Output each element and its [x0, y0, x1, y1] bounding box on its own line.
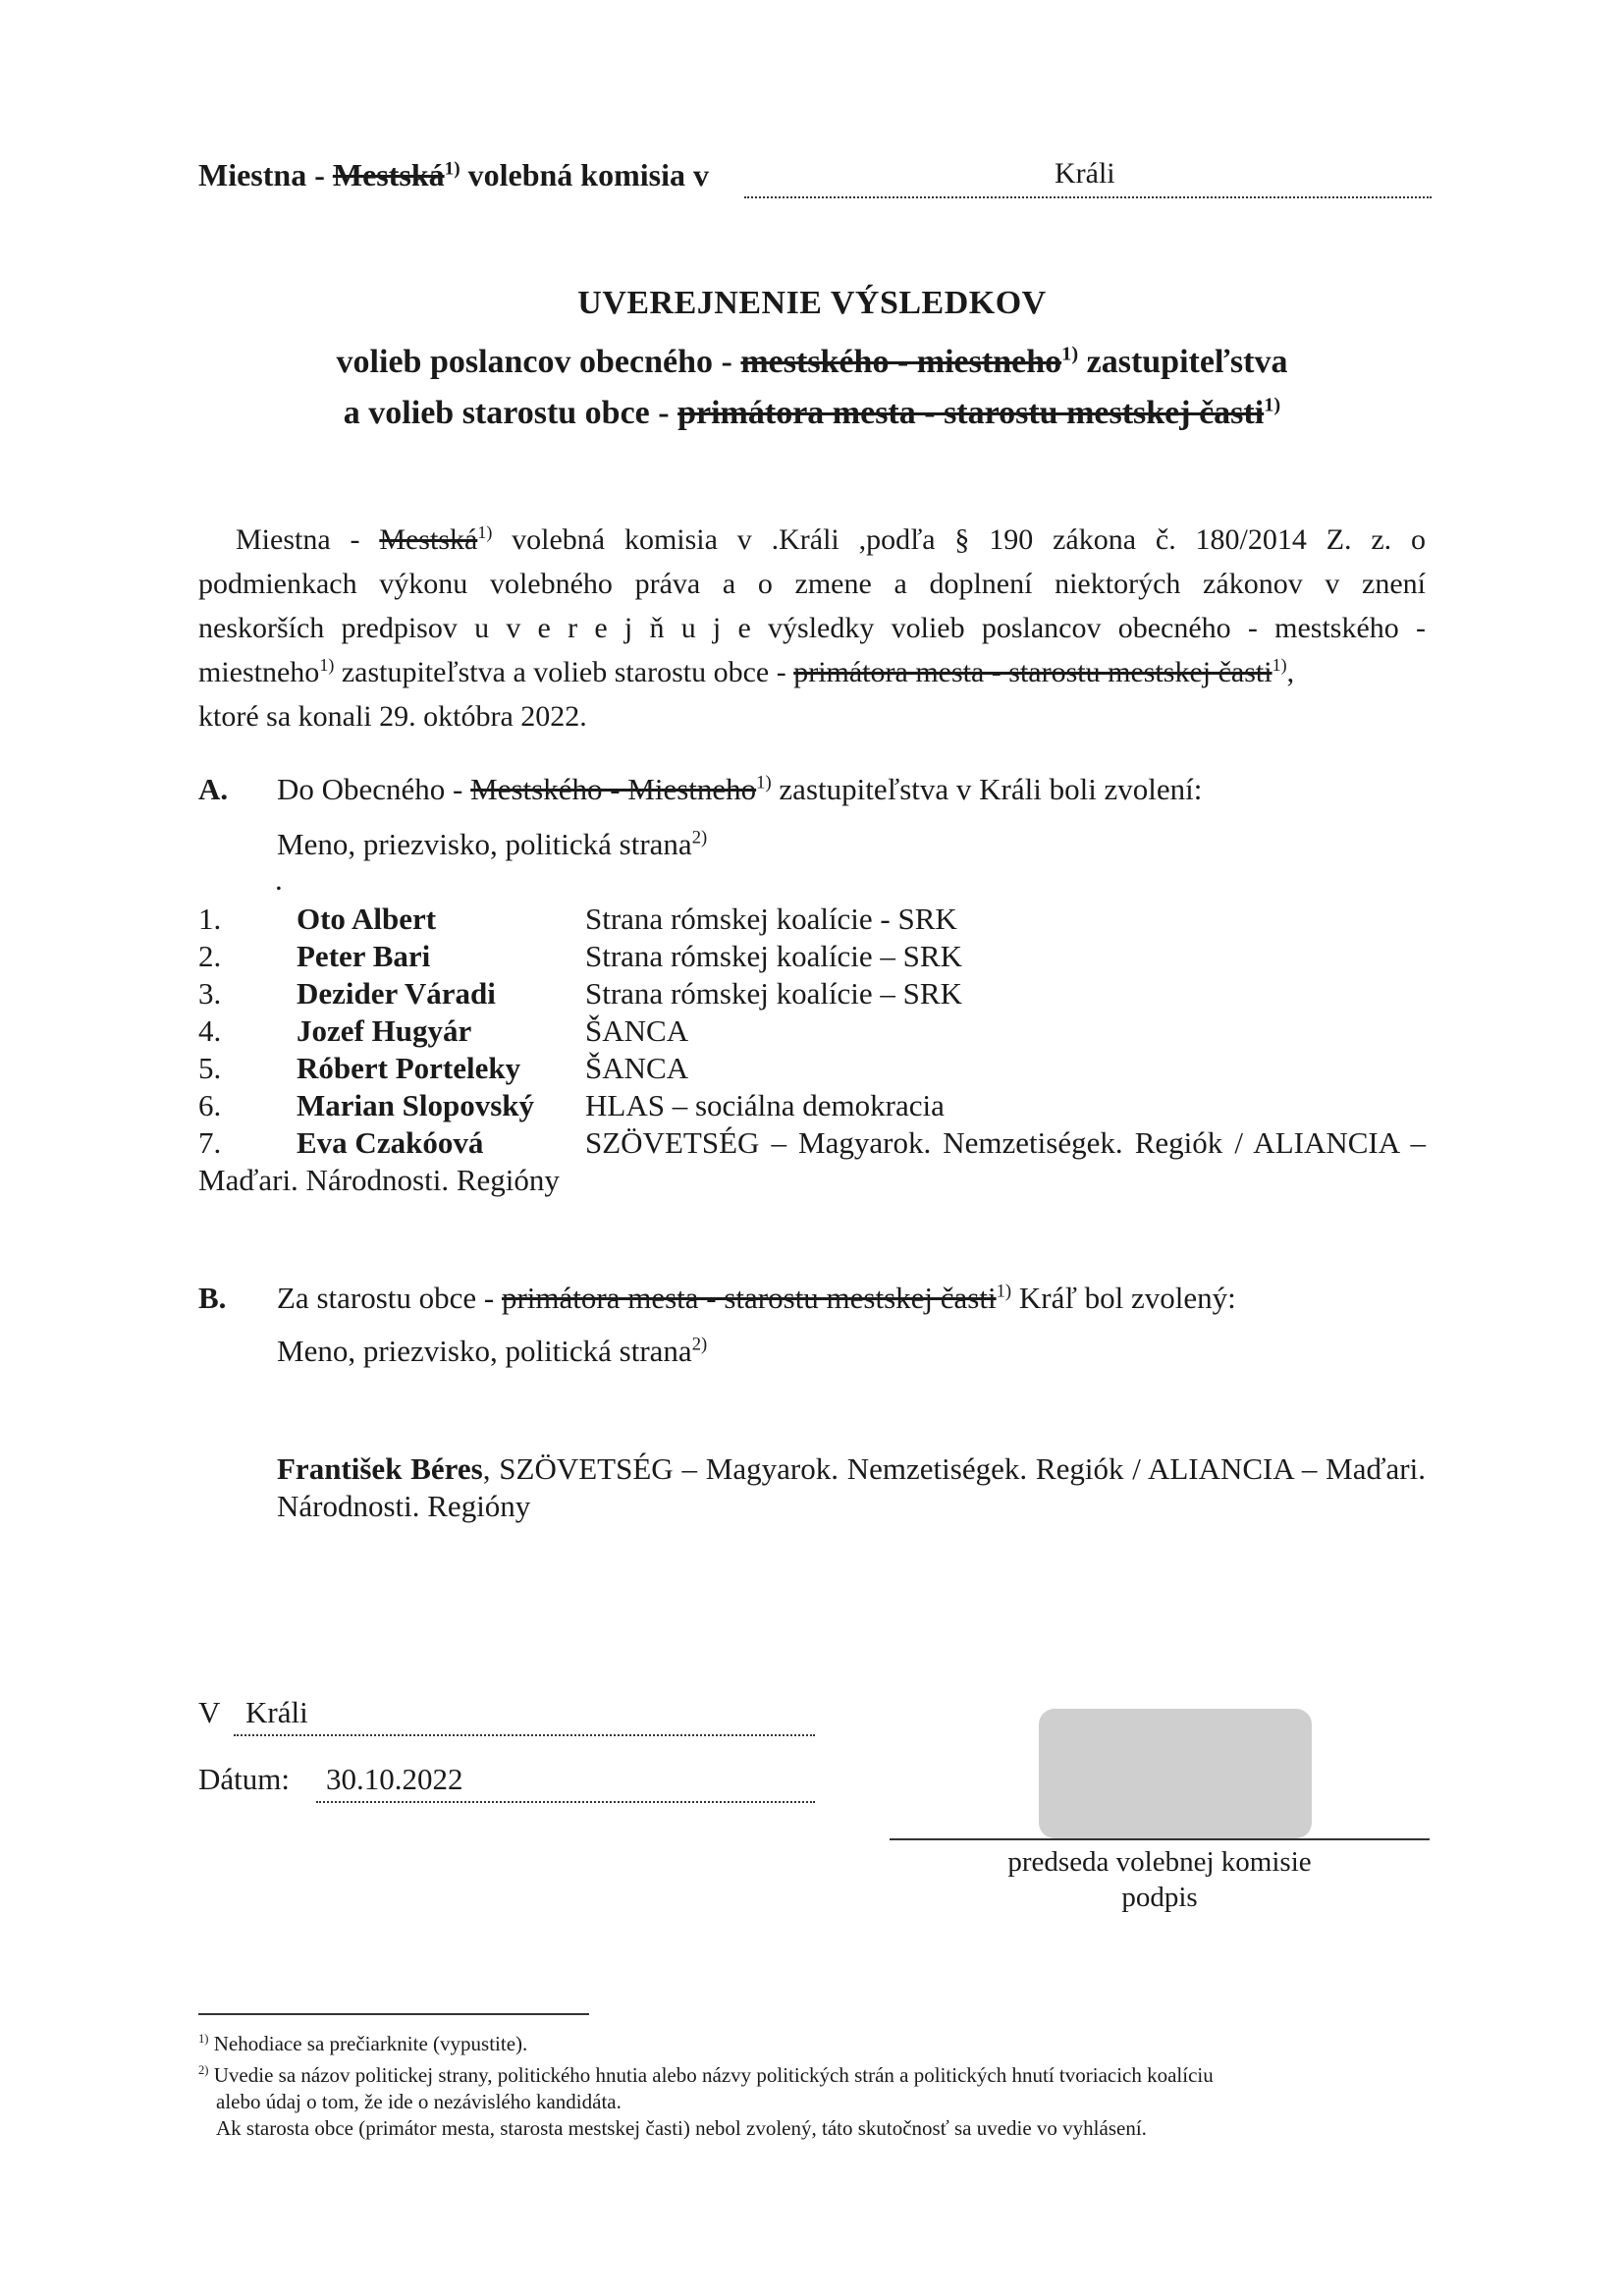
footnote-ref: 1) [477, 522, 493, 542]
intro-post: volebná komisia v .Králi ,podľa § 190 zákona č. 180/2014 Z. z. o [492, 523, 1427, 556]
footnote-ref: 1) [1272, 655, 1287, 675]
header-suffix: volebná komisia v [460, 157, 709, 192]
signature-line [890, 1838, 1430, 1840]
footnote-ref: 1) [444, 158, 460, 180]
subtitle2-pre: a volieb starostu obce - [343, 395, 678, 431]
candidate-name: Róbert Porteleky [297, 1051, 521, 1085]
candidate-party: ŠANCA [585, 1051, 689, 1085]
footnote-2-line-1: Uvedie sa názov politickej strany, politického hnutia alebo názvy politických strán a politických hnutí tvoriacich koalíciu [208, 2063, 1214, 2087]
section-b-heading [277, 1281, 1236, 1316]
intro4-mid: zastupiteľstva a volieb starostu obce - [334, 656, 794, 688]
intro4-pre: miestneho [198, 656, 320, 688]
place-dotted-line [234, 1734, 815, 1736]
footnote-ref: 1) [1264, 394, 1281, 416]
candidate-name: Oto Albert [297, 902, 437, 936]
footnote-ref: 2) [691, 827, 708, 848]
signature-role: predseda volebnej komisie [1007, 1846, 1312, 1878]
section-a-post: zastupiteľstva v Králi boli zvolení: [771, 772, 1203, 806]
candidate-number: 3. [198, 976, 222, 1011]
candidate-party-continued: Maďari. Národnosti. Regióny [198, 1163, 560, 1197]
intro-struck: Mestská [379, 523, 478, 556]
intro-line-4 [198, 651, 1426, 694]
section-a-label [277, 827, 707, 862]
candidate-number: 2. [198, 939, 222, 973]
date-label: Dátum: [198, 1762, 290, 1796]
subtitle1-post: zastupiteľstva [1078, 344, 1288, 380]
header-prefix: Miestna - [198, 157, 333, 192]
candidate-number: 4. [198, 1013, 222, 1048]
header-struck-text: Mestská [332, 157, 445, 192]
footnote-2-line-2: alebo údaj o tom, že ide o nezávislého kandidáta. [216, 2090, 622, 2113]
subtitle1-struck: mestského - miestneho [740, 344, 1062, 380]
intro4-struck: primátora mesta - starostu mestskej časti [793, 656, 1272, 688]
signature-label: podpis [1121, 1882, 1198, 1913]
candidate-name: Eva Czakóová [297, 1125, 484, 1160]
candidate-number: 6. [198, 1088, 222, 1122]
label-text: Meno, priezvisko, politická strana [277, 1334, 692, 1368]
subtitle1-pre: volieb poslancov obecného - [336, 344, 741, 380]
footnote-ref: 1) [756, 772, 772, 793]
mayor-party-continued: Národnosti. Regióny [277, 1489, 531, 1523]
footnote-ref: 1) [319, 655, 335, 675]
candidate-party: Strana rómskej koalície – SRK [585, 976, 962, 1011]
intro-line-2: podmienkach výkonu volebného práva a o zmene a doplnení niektorých zákonov v znení [198, 568, 1426, 600]
intro-pre: Miestna - [236, 523, 380, 556]
section-b-label [277, 1334, 707, 1369]
footnote-2-line-3: Ak starosta obce (primátor mesta, starosta mestskej časti) nebol zvolený, táto skutočnosť sa uvedie vo vyhlásení. [216, 2116, 1147, 2140]
candidate-party: HLAS – sociálna demokracia [585, 1088, 945, 1122]
candidate-party: SZÖVETSÉG – Magyarok. Nemzetiségek. Regiók / ALIANCIA – [585, 1125, 1426, 1160]
footnote-ref: 1) [996, 1281, 1012, 1302]
mayor-line-1 [277, 1451, 1426, 1487]
candidate-name: Dezider Váradi [297, 976, 496, 1011]
candidate-party: Strana rómskej koalície - SRK [585, 902, 957, 936]
section-a-pre: Do Obecného - [277, 772, 471, 806]
intro-line-5: ktoré sa konali 29. októbra 2022. [198, 700, 587, 733]
signature-caption [890, 1844, 1430, 1915]
header-dotted-line [744, 196, 1432, 198]
section-b-struck: primátora mesta - starostu mestskej časti [501, 1281, 997, 1315]
section-b-post: Kráľ bol zvolený: [1011, 1281, 1236, 1315]
section-a-heading [277, 772, 1202, 807]
candidate-number: 7. [198, 1125, 222, 1160]
mayor-name: František Béres [277, 1451, 483, 1486]
footnote-1-text: Nehodiace sa prečiarknite (vypustite). [208, 2032, 528, 2055]
candidate-party: Strana rómskej koalície – SRK [585, 939, 962, 973]
footnote-marker: 2) [198, 2063, 209, 2077]
subtitle-line-2 [0, 395, 1624, 432]
stray-dot: . [275, 862, 283, 897]
candidate-number: 5. [198, 1051, 222, 1085]
footnote-marker: 1) [198, 2032, 209, 2046]
label-text: Meno, priezvisko, politická strana [277, 827, 692, 861]
intro-line-1 [236, 519, 1426, 562]
candidate-name: Jozef Hugyár [297, 1013, 472, 1048]
candidate-name: Marian Slopovský [297, 1088, 535, 1122]
footnote-separator [198, 2013, 589, 2015]
header-town: Králi [1055, 157, 1115, 190]
section-a-struck: Mestského - Miestneho [470, 772, 757, 806]
candidate-name: Peter Bari [297, 939, 431, 973]
date-dotted-line [316, 1801, 815, 1803]
section-b-letter: B. [198, 1281, 227, 1315]
candidate-number: 1. [198, 902, 222, 936]
candidate-party: ŠANCA [585, 1013, 689, 1048]
subtitle-line-1 [0, 344, 1624, 381]
subtitle2-struck: primátora mesta - starostu mestskej časti [677, 395, 1265, 431]
footnote-ref: 1) [1061, 343, 1079, 365]
place-label: V [198, 1695, 221, 1729]
intro4-post: , [1286, 656, 1295, 688]
redacted-stamp [1039, 1709, 1312, 1838]
place-value: Králi [245, 1695, 308, 1729]
footnote-ref: 2) [691, 1334, 708, 1355]
commission-header [198, 157, 709, 193]
section-a-letter: A. [198, 772, 229, 806]
footnote-2 [198, 2062, 1445, 2089]
section-b-pre: Za starostu obce - [277, 1281, 502, 1315]
mayor-party: , SZÖVETSÉG – Magyarok. Nemzetiségek. Regiók / ALIANCIA – Maďari. [482, 1451, 1426, 1486]
footnote-1 [198, 2031, 1445, 2057]
intro-line-3: neskorších predpisov u v e r e j ň u j e výsledky volieb poslancov obecného - mestského - [198, 612, 1426, 644]
document-title: UVEREJNENIE VÝSLEDKOV [577, 285, 1047, 321]
date-value: 30.10.2022 [326, 1762, 463, 1796]
